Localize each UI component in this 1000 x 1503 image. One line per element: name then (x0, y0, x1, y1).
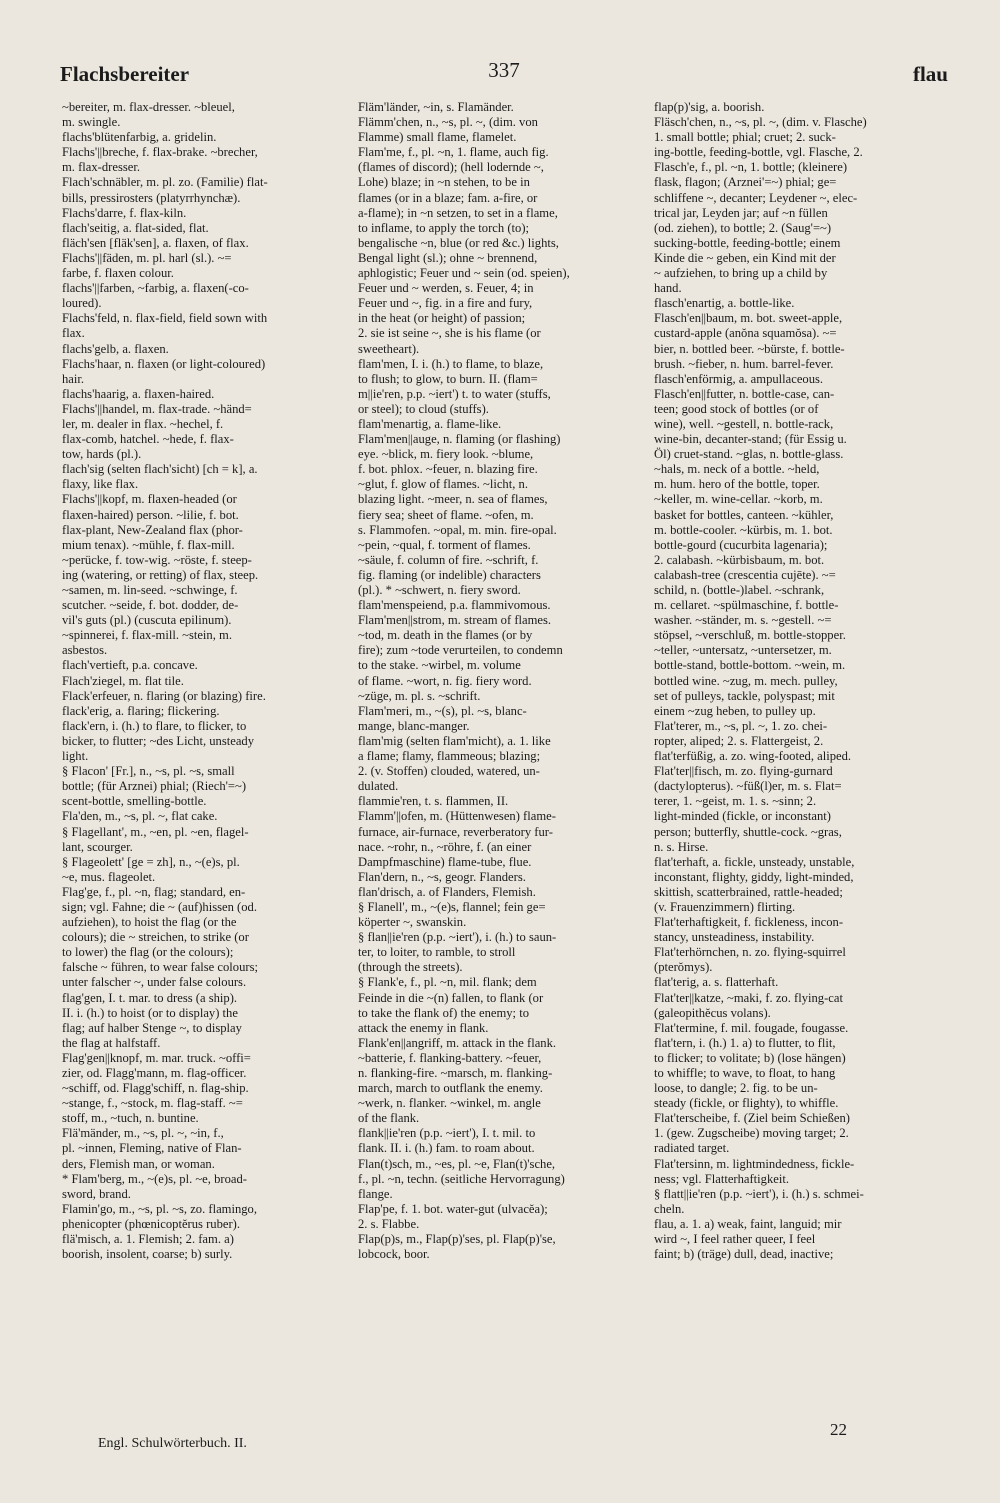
dictionary-line: ing-bottle, feeding-bottle, vgl. Flasche, 2. (654, 145, 863, 160)
dictionary-line: a-flame); in ~n setzen, to set in a flame, (358, 205, 558, 220)
dictionary-line: Flat'ter||katze, ~maki, f. zo. flying-cat (654, 990, 843, 1005)
dictionary-line: (dactylopterus). ~füß(l)er, m. s. Flat= (654, 779, 842, 794)
dictionary-line: inconstant, flighty, giddy, light-minded, (654, 869, 854, 884)
dictionary-line: calabash-tree (crescentia cujēte). ~= (654, 567, 836, 582)
dictionary-line: fläch'sen [fläk'sen], a. flaxen, of flax. (62, 235, 249, 250)
dictionary-line: ~säule, f. column of fire. ~schrift, f. (358, 552, 539, 567)
dictionary-line: Flachs'haar, n. flaxen (or light-coloured) (62, 356, 266, 371)
dictionary-line: wird ~, I feel rather queer, I feel (654, 1232, 816, 1247)
dictionary-line: Flamme) small flame, flamelet. (358, 130, 517, 145)
dictionary-line: ~keller, m. wine-cellar. ~korb, m. (654, 492, 823, 507)
dictionary-line: flä'misch, a. 1. Flemish; 2. fam. a) (62, 1232, 234, 1247)
dictionary-line: to inflame, to apply the torch (to); (358, 220, 530, 235)
dictionary-line: (galeopithĕcus volans). (654, 1005, 771, 1020)
dictionary-line: schliffene ~, decanter; Leydener ~, elec- (654, 190, 858, 205)
dictionary-line: furnace, air-furnace, reverberatory fur- (358, 824, 553, 839)
dictionary-line: ~ aufziehen, to bring up a child by (654, 266, 828, 281)
dictionary-line: f. bot. phlox. ~feuer, n. blazing fire. (358, 462, 538, 477)
dictionary-line: ~e, mus. flageolet. (62, 869, 156, 884)
dictionary-line: radiated target. (654, 1141, 730, 1156)
dictionary-line: Flachs'||kopf, m. flaxen-headed (or (62, 492, 237, 507)
dictionary-line: § Flanell', m., ~(e)s, flannel; fein ge= (358, 899, 546, 914)
dictionary-line: f., pl. ~n, techn. (seitliche Hervorragung) (358, 1171, 565, 1186)
dictionary-line: to whiffle; to wave, to float, to hang (654, 1066, 836, 1080)
dictionary-line: hand. (654, 281, 682, 296)
dictionary-line: Flam'men||strom, m. stream of flames. (358, 613, 552, 628)
dictionary-line: (v. Frauenzimmern) flirting. (654, 899, 796, 914)
dictionary-line: eye. ~blick, m. fiery look. ~blume, (358, 447, 534, 462)
dictionary-line: Lohe) blaze; in ~n stehen, to be in (358, 175, 530, 190)
dictionary-line: flachs'blütenfarbig, a. gridelin. (62, 130, 217, 145)
dictionary-line: scutcher. ~seide, f. bot. dodder, de- (62, 598, 239, 613)
dictionary-line: Flasch'en||futter, n. bottle-case, can- (654, 386, 835, 401)
dictionary-line: Flämm'chen, n., ~s, pl. ~, (dim. von (358, 115, 538, 130)
dictionary-line: Flack'erfeuer, n. flaring (or blazing) fire. (62, 688, 266, 703)
dictionary-line: einem ~zug heben, to pulley up. (654, 703, 816, 718)
dictionary-line: 2. sie ist seine ~, she is his flame (or (358, 326, 541, 341)
dictionary-line: m. swingle. (62, 115, 121, 130)
dictionary-line: Flan'dern, n., ~s, geogr. Flanders. (358, 869, 526, 884)
dictionary-line: flachs'gelb, a. flaxen. (62, 341, 169, 356)
dictionary-line: § Flagellant', m., ~en, pl. ~en, flagel- (62, 824, 249, 839)
dictionary-line: 1. small bottle; phial; cruet; 2. suck- (654, 130, 836, 145)
dictionary-line: boorish, insolent, coarse; b) surly. (62, 1247, 233, 1262)
dictionary-line: bengalische ~n, blue (or red &c.) lights, (358, 235, 559, 250)
dictionary-line: flammie'ren, t. s. flammen, II. (358, 794, 509, 809)
dictionary-line: mium tenax). ~mühle, f. flax-mill. (62, 537, 235, 552)
dictionary-line: Flag'gen||knopf, m. mar. truck. ~offi= (62, 1050, 251, 1065)
dictionary-line: lant, scourger. (62, 839, 133, 854)
dictionary-line: faint; b) (träge) dull, dead, inactive; (654, 1247, 834, 1262)
dictionary-line: sign; vgl. Fahne; die ~ (auf)hissen (od. (62, 899, 257, 914)
dictionary-line: dulated. (358, 779, 399, 794)
dictionary-line: to the stake. ~wirbel, m. volume (358, 658, 521, 673)
dictionary-line: Flam'meri, m., ~(s), pl. ~s, blanc- (358, 703, 527, 718)
dictionary-line: flask, flagon; (Arznei'=~) phial; ge= (654, 175, 837, 190)
dictionary-line: sweetheart). (358, 341, 420, 356)
dictionary-line: flames (or in a blaze; fam. a-fire, or (358, 190, 538, 205)
dictionary-line: flat'tern, i. (h.) 1. a) to flutter, to flit, (654, 1035, 836, 1050)
dictionary-line: stoff, m., ~tuch, n. buntine. (62, 1111, 199, 1126)
dictionary-line: flam'mig (selten flam'micht), a. 1. like (358, 733, 551, 748)
dictionary-line: farbe, f. flaxen colour. (62, 266, 174, 281)
dictionary-line: sword, brand. (62, 1186, 131, 1201)
dictionary-line: ~teller, ~untersatz, ~untersetzer, m. (654, 643, 832, 658)
dictionary-line: flank. II. i. (h.) fam. to roam about. (358, 1141, 535, 1156)
dictionary-line: or steel); to cloud (stuffs). (358, 401, 489, 416)
dictionary-line: ~hals, m. neck of a bottle. ~held, (654, 462, 820, 477)
dictionary-line: flap(p)'sig, a. boorish. (654, 100, 765, 114)
dictionary-line: Bengal light (sl.); ohne ~ brennend, (358, 250, 538, 265)
dictionary-line: § Flageolett' [ge = zh], n., ~(e)s, pl. (62, 854, 240, 869)
dictionary-line: ~züge, m. pl. s. ~schrift. (358, 688, 481, 703)
dictionary-line: sucking-bottle, feeding-bottle; einem (654, 235, 841, 250)
dictionary-line: ~tod, m. death in the flames (or by (358, 628, 533, 643)
dictionary-line: Flasch'e, f., pl. ~n, 1. bottle; (kleinere) (654, 160, 848, 175)
dictionary-line: Flat'terhaftigkeit, f. fickleness, incon- (654, 915, 844, 930)
dictionary-line: Dampfmaschine) flame-tube, flue. (358, 854, 532, 869)
dictionary-line: s. Flammofen. ~opal, m. min. fire-opal. (358, 522, 557, 537)
dictionary-line: bottle-gourd (cucurbita lagenaria); (654, 537, 828, 552)
dictionary-line: 2. (v. Stoffen) clouded, watered, un- (358, 764, 540, 779)
dictionary-line: wine-bin, decanter-stand; (für Essig u. (654, 432, 847, 447)
dictionary-line: Feuer und ~ werden, s. Feuer, 4; in (358, 281, 534, 296)
dictionary-line: of flame. ~wort, n. fig. fiery word. (358, 673, 532, 688)
dictionary-line: ~spinnerei, f. flax-mill. ~stein, m. (62, 628, 232, 643)
dictionary-line: § flatt||ie'ren (p.p. ~iert'), i. (h.) s. schmei- (654, 1186, 864, 1201)
dictionary-line: Flach'ziegel, m. flat tile. (62, 673, 184, 688)
dictionary-line: flat'terhaft, a. fickle, unsteady, unstable, (654, 854, 855, 869)
dictionary-line: m. bottle-cooler. ~kürbis, m. 1. bot. (654, 522, 833, 537)
dictionary-line: ~perücke, f. tow-wig. ~röste, f. steep- (62, 552, 252, 567)
dictionary-line: Flachs'||fäden, m. pl. harl (sl.). ~= (62, 250, 232, 265)
dictionary-line: stöpsel, ~verschluß, m. bottle-stopper. (654, 628, 846, 643)
dictionary-line: tow, hards (pl.). (62, 447, 142, 462)
dictionary-line: flachs'||farben, ~farbig, a. flaxen(-co- (62, 281, 249, 296)
dictionary-line: colours); die ~ streichen, to strike (or (62, 930, 249, 945)
dictionary-line: 1. (gew. Zugscheibe) moving target; 2. (654, 1126, 849, 1141)
dictionary-line: (od. ziehen), to bottle; 2. (Saug'=~) (654, 220, 832, 235)
dictionary-line: n. s. Hirse. (654, 839, 709, 854)
dictionary-line: to take the flank of) the enemy; to (358, 1005, 530, 1020)
dictionary-line: m. flax-dresser. (62, 160, 140, 175)
dictionary-line: aphlogistic; Feuer und ~ sein (od. speien), (358, 266, 570, 281)
dictionary-line: to lower) the flag (or the colours); (62, 945, 234, 960)
dictionary-line: ter, to loiter, to ramble, to stroll (358, 945, 516, 960)
dictionary-line: bottle-stand, bottle-bottom. ~wein, m. (654, 658, 846, 673)
dictionary-line: loured). (62, 296, 102, 311)
dictionary-line: Flachs'darre, f. flax-kiln. (62, 205, 187, 220)
dictionary-line: flax. (62, 326, 85, 341)
dictionary-line: flax-comb, hatchel. ~hede, f. flax- (62, 432, 234, 447)
dictionary-line: flam'men, I. i. (h.) to flame, to blaze, (358, 356, 544, 371)
dictionary-line: flasch'enförmig, a. ampullaceous. (654, 371, 824, 386)
dictionary-line: Flank'en||angriff, m. attack in the flank. (358, 1035, 557, 1050)
dictionary-line: köperter ~, swanskin. (358, 915, 467, 930)
dictionary-line: bottle; (für Arznei) phial; (Riech'=~) (62, 779, 247, 794)
dictionary-line: Fläm'länder, ~in, s. Flamänder. (358, 100, 514, 114)
dictionary-line: terer, 1. ~geist, m. 1. s. ~sinn; 2. (654, 794, 817, 809)
dictionary-line: flag'gen, I. t. mar. to dress (a ship). (62, 990, 238, 1005)
dictionary-line: (pl.). * ~schwert, n. fiery sword. (358, 583, 521, 597)
dictionary-line: cheln. (654, 1201, 685, 1216)
dictionary-line: bicker, to flutter; ~des Licht, unsteady (62, 733, 255, 748)
dictionary-line: ler, m. dealer in flax. ~hechel, f. (62, 416, 224, 431)
dictionary-line: flat'terfüßig, a. zo. wing-footed, aliped. (654, 749, 852, 764)
dictionary-line: 2. calabash. ~kürbisbaum, m. bot. (654, 552, 825, 567)
dictionary-line: flasch'enartig, a. bottle-like. (654, 296, 795, 311)
dictionary-line: Flam'men||auge, n. flaming (or flashing) (358, 432, 561, 447)
dictionary-line: pl. ~innen, Fleming, native of Flan- (62, 1141, 242, 1156)
dictionary-line: Flach'schnäbler, m. pl. zo. (Familie) flat- (62, 175, 268, 190)
dictionary-line: asbestos. (62, 643, 108, 658)
dictionary-line: Flasch'en||baum, m. bot. sweet-apple, (654, 311, 843, 326)
dictionary-line: march, march to outflank the enemy. (358, 1081, 543, 1096)
dictionary-line: II. i. (h.) to hoist (or to display) the (62, 1005, 238, 1020)
dictionary-line: flack'ern, i. (h.) to flare, to flicker, to (62, 718, 247, 733)
dictionary-line: trical jar, Leyden jar; auf ~n füllen (654, 205, 828, 220)
dictionary-line: flach'sig (selten flach'sicht) [ch = k], a. (62, 462, 258, 477)
dictionary-line: Flat'ter||fisch, m. zo. flying-gurnard (654, 764, 833, 779)
dictionary-line: Fläsch'chen, n., ~s, pl. ~, (dim. v. Flasche) (654, 115, 867, 130)
dictionary-line: flach'vertieft, p.a. concave. (62, 658, 198, 673)
dictionary-line: ders, Flemish man, or woman. (62, 1156, 215, 1171)
page-footer: Engl. Schulwörterbuch. II. (98, 1436, 247, 1451)
dictionary-line: skittish, scatterbrained, rattle-headed; (654, 884, 843, 899)
dictionary-line: flack'erig, a. flaring; flickering. (62, 703, 220, 718)
dictionary-line: washer. ~ständer, m. s. ~gestell. ~= (654, 613, 832, 628)
page-header (60, 58, 948, 88)
dictionary-line: * Flam'berg, m., ~(e)s, pl. ~e, broad- (62, 1171, 247, 1186)
dictionary-line: attack the enemy in flank. (358, 1020, 489, 1035)
dictionary-line: of the flank. (358, 1111, 420, 1126)
dictionary-line: Flat'terer, m., ~s, pl. ~, 1. zo. chei- (654, 718, 828, 733)
dictionary-line: ~schiff, od. Flagg'schiff, n. flag-ship. (62, 1081, 249, 1096)
dictionary-line: bier, n. bottled beer. ~bürste, f. bottle- (654, 341, 845, 356)
dictionary-line: Flat'terhörnchen, n. zo. flying-squirrel (654, 945, 846, 960)
dictionary-line: Flag'ge, f., pl. ~n, flag; standard, en- (62, 884, 246, 899)
dictionary-line: 2. s. Flabbe. (358, 1216, 420, 1231)
page-number: 337 (488, 58, 520, 82)
dictionary-line: scent-bottle, smelling-bottle. (62, 794, 207, 809)
dictionary-line: ~pein, ~qual, f. torment of flames. (358, 537, 531, 552)
dictionary-line: fiery sea; sheet of flame. ~ofen, m. (358, 507, 534, 522)
dictionary-line: ~samen, m. lin-seed. ~schwinge, f. (62, 583, 238, 597)
dictionary-line: loose, to dangle; 2. fig. to be un- (654, 1081, 818, 1096)
dictionary-line: light-minded (fickle, or inconstant) (654, 809, 831, 824)
dictionary-line: Flachs'feld, n. flax-field, field sown with (62, 311, 268, 326)
dictionary-line: hair. (62, 371, 85, 386)
dictionary-line: Feinde in die ~(n) fallen, to flank (or (358, 990, 544, 1005)
dictionary-line: flange. (358, 1186, 393, 1201)
dictionary-line: Flat'terscheibe, f. (Ziel beim Schießen) (654, 1111, 851, 1126)
dictionary-line: ~stange, f., ~stock, m. flag-staff. ~= (62, 1096, 243, 1111)
dictionary-line: schild, n. (bottle-)label. ~schrank, (654, 583, 825, 597)
dictionary-line: aufziehen), to hoist the flag (or the (62, 915, 237, 930)
dictionary-line: light. (62, 749, 89, 764)
dictionary-line: person; butterfly, shuttle-cock. ~gras, (654, 824, 842, 839)
dictionary-line: Fla'den, m., ~s, pl. ~, flat cake. (62, 809, 218, 824)
dictionary-line: ing (watering, or retting) of flax, steep. (62, 567, 259, 582)
dictionary-line: Flamin'go, m., ~s, pl. ~s, zo. flamingo, (62, 1201, 258, 1216)
dictionary-line: flachs'haarig, a. flaxen-haired. (62, 386, 215, 401)
dictionary-line: Flachs'||handel, m. flax-trade. ~händ= (62, 401, 252, 416)
dictionary-line: phenicopter (phœnicoptĕrus ruber). (62, 1216, 240, 1231)
dictionary-line: blazing light. ~meer, n. sea of flames, (358, 492, 548, 507)
dictionary-line: custard-apple (anŏna squamŏsa). ~= (654, 326, 837, 341)
dictionary-line: ~bereiter, m. flax-dresser. ~bleuel, (62, 100, 235, 114)
dictionary-line: a flame; flamy, flammeous; blazing; (358, 749, 541, 764)
dictionary-line: to flicker; to volitate; b) (lose hängen) (654, 1050, 846, 1065)
dictionary-line: flat'terig, a. s. flatterhaft. (654, 975, 779, 990)
dictionary-line: zier, od. Flagg'mann, m. flag-officer. (62, 1066, 247, 1080)
dictionary-line: flaxy, like flax. (62, 477, 139, 492)
dictionary-line: flaxen-haired) person. ~lilie, f. bot. (62, 507, 239, 522)
dictionary-line: falsche ~ führen, to wear false colours; (62, 960, 258, 975)
dictionary-line: mange, blanc-manger. (358, 718, 470, 733)
dictionary-line: flach'seitig, a. flat-sided, flat. (62, 220, 209, 235)
dictionary-line: wine), well. ~gestell, n. bottle-rack, (654, 416, 834, 431)
dictionary-line: stancy, unsteadiness, instability. (654, 930, 815, 945)
dictionary-line: flau, a. 1. a) weak, faint, languid; mir (654, 1216, 842, 1231)
dictionary-line: m||ie'ren, p.p. ~iert') t. to water (stuffs, (358, 386, 551, 401)
dictionary-line: lobcock, boor. (358, 1247, 430, 1262)
dictionary-column-1 (62, 100, 344, 1400)
dictionary-line: flam'menspeiend, p.a. flammivomous. (358, 598, 551, 613)
dictionary-line: unter falscher ~, under false colours. (62, 975, 247, 990)
dictionary-line: steady (fickle, or flighty), to whiffle. (654, 1096, 839, 1111)
dictionary-line: ~werk, n. flanker. ~winkel, m. angle (358, 1096, 541, 1111)
dictionary-line: Flat'tersinn, m. lightmindedness, fickle- (654, 1156, 855, 1171)
dictionary-line: m. cellaret. ~spülmaschine, f. bottle- (654, 598, 839, 613)
dictionary-line: Flap(p)s, m., Flap(p)'ses, pl. Flap(p)'se, (358, 1232, 556, 1247)
dictionary-line: n. flanking-fire. ~marsch, m. flanking- (358, 1066, 553, 1080)
dictionary-line: Kinde die ~ geben, ein Kind mit der (654, 250, 836, 265)
dictionary-line: Flat'termine, f. mil. fougade, fougasse. (654, 1020, 849, 1035)
header-left-guideword: Flachsbereiter (60, 62, 190, 86)
dictionary-line: Feuer und ~, fig. in a fire and fury, (358, 296, 533, 311)
dictionary-line: flam'menartig, a. flame-like. (358, 416, 502, 431)
dictionary-line: brush. ~fieber, n. hum. barrel-fever. (654, 356, 834, 371)
dictionary-line: the flag at halfstaff. (62, 1035, 161, 1050)
dictionary-line: flag; auf halber Stenge ~, to display (62, 1020, 242, 1035)
dictionary-line: § flan||ie'ren (p.p. ~iert'), i. (h.) to saun- (358, 930, 557, 945)
dictionary-line: ness; vgl. Flatterhaftigkeit. (654, 1171, 790, 1186)
dictionary-line: to flush; to glow, to burn. II. (flam= (358, 371, 538, 386)
dictionary-line: set of pulleys, tackle, polyspast; mit (654, 688, 835, 703)
header-right-guideword: flau (912, 62, 948, 86)
dictionary-line: bottled wine. ~zug, m. mech. pulley, (654, 673, 838, 688)
dictionary-line: § Flank'e, f., pl. ~n, mil. flank; dem (358, 975, 537, 990)
dictionary-line: m. hum. hero of the bottle, toper. (654, 477, 820, 492)
dictionary-line: flan'drisch, a. of Flanders, Flemish. (358, 884, 536, 899)
dictionary-line: Flan(t)sch, m., ~es, pl. ~e, Flan(t)'sche, (358, 1156, 556, 1171)
dictionary-line: Flä'mänder, m., ~s, pl. ~, ~in, f., (62, 1126, 224, 1141)
dictionary-line: basket for bottles, canteen. ~kühler, (654, 507, 834, 522)
dictionary-line: Öl) cruet-stand. ~glas, n. bottle-glass. (654, 447, 844, 462)
dictionary-line: teen; good stock of bottles (or of (654, 401, 819, 416)
dictionary-line: (pterŏmys). (654, 960, 713, 975)
dictionary-line: ~glut, f. glow of flames. ~licht, n. (358, 477, 528, 492)
dictionary-line: flank||ie'ren (p.p. ~iert'), I. t. mil. to (358, 1126, 536, 1141)
dictionary-line: fire); zum ~tode verurteilen, to condemn (358, 643, 563, 658)
dictionary-line: nace. ~rohr, n., ~röhre, f. (an einer (358, 839, 532, 854)
signature-mark: 22 (830, 1420, 847, 1439)
dictionary-line: ~batterie, f. flanking-battery. ~feuer, (358, 1050, 542, 1065)
dictionary-line: (through the streets). (358, 960, 463, 975)
dictionary-line: (flames of discord); (hell lodernde ~, (358, 160, 544, 175)
dictionary-line: flax-plant, New-Zealand flax (phor- (62, 522, 243, 537)
dictionary-line: § Flacon' [Fr.], n., ~s, pl. ~s, small (62, 764, 235, 779)
dictionary-line: Flam'me, f., pl. ~n, 1. flame, auch fig. (358, 145, 549, 160)
dictionary-line: ropter, aliped; 2. s. Flattergeist, 2. (654, 733, 824, 748)
dictionary-line: Flachs'||breche, f. flax-brake. ~brecher, (62, 145, 258, 160)
dictionary-line: vil's guts (pl.) (cuscuta epilinum). (62, 613, 232, 628)
dictionary-line: bills, pressirosters (platyrrhynchæ). (62, 190, 241, 205)
dictionary-line: Flamm'||ofen, m. (Hüttenwesen) flame- (358, 809, 556, 824)
dictionary-line: in the heat (or height) of passion; (358, 311, 526, 326)
dictionary-line: fig. flaming (or indelible) characters (358, 567, 541, 582)
dictionary-column-2 (358, 100, 640, 1400)
dictionary-column-3 (654, 100, 946, 1400)
dictionary-line: Flap'pe, f. 1. bot. water-gut (ulvacĕa); (358, 1201, 548, 1216)
